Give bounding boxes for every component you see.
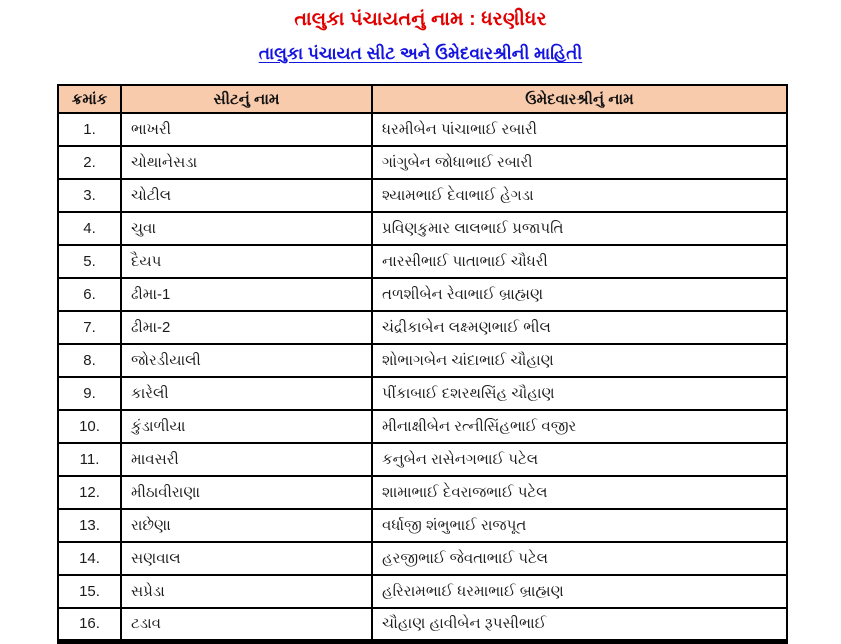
seat-name-cell: જોરડીયાલી <box>121 344 372 377</box>
serial-cell: 11. <box>58 443 121 476</box>
candidate-name-cell: મીનાક્ષીબેન રત્નીસિંહભાઈ વજીર <box>372 410 787 443</box>
table-row <box>58 179 787 212</box>
serial-cell: 3. <box>58 179 121 212</box>
seat-name-cell: ભાખરી <box>121 113 372 146</box>
candidate-name-cell: ચંદ્રીકાબેન લક્ષ્મણભાઈ ભીલ <box>372 311 787 344</box>
serial-cell: 1. <box>58 113 121 146</box>
candidate-name-cell: ચૌહાણ હાવીબેન રૂપસીભાઈ <box>372 608 787 641</box>
candidate-name-cell: પ્રવિણકુમાર લાલભાઈ પ્રજાપતિ <box>372 212 787 245</box>
candidate-name-cell: શામાભાઈ દેવરાજભાઈ પટેલ <box>372 476 787 509</box>
page-title: તાલુકા પંચાયતનું નામ : ધરણીધર <box>294 9 547 30</box>
seat-name-cell: સપ્રેડા <box>121 575 372 608</box>
seat-name-cell: કુંડાળીયા <box>121 410 372 443</box>
table-body <box>58 113 787 641</box>
serial-cell: 4. <box>58 212 121 245</box>
table-row <box>58 377 787 410</box>
serial-cell: 14. <box>58 542 121 575</box>
table-row <box>58 245 787 278</box>
seat-name-cell: ઢીમા-1 <box>121 278 372 311</box>
serial-cell: 12. <box>58 476 121 509</box>
serial-cell: 13. <box>58 509 121 542</box>
table-row <box>58 146 787 179</box>
candidate-name-cell: ધરમીબેન પાંચાભાઈ રબારી <box>372 113 787 146</box>
serial-cell: 7. <box>58 311 121 344</box>
page-subtitle: તાલુકા પંચાયત સીટ અને ઉમેદવારશ્રીની માહિતી <box>258 44 583 63</box>
candidate-name-cell: નારસીભાઈ પાતાભાઈ ચૌધરી <box>372 245 787 278</box>
serial-cell: 10. <box>58 410 121 443</box>
seat-name-cell: ચુવા <box>121 212 372 245</box>
seat-name-cell: રાછેણા <box>121 509 372 542</box>
header-cell-seat-name: સીટનું નામ <box>121 85 372 113</box>
seat-name-cell: ટડાવ <box>121 608 372 641</box>
candidate-name-cell: શ્યામભાઈ દેવાભાઈ હેગડા <box>372 179 787 212</box>
table-row <box>58 113 787 146</box>
seat-name-cell: મીઠાવીરાણા <box>121 476 372 509</box>
table-header-row <box>58 85 787 113</box>
serial-cell: 8. <box>58 344 121 377</box>
table-row <box>58 542 787 575</box>
candidate-name-cell: ગાંગુબેન જોધાભાઈ રબારી <box>372 146 787 179</box>
seat-name-cell: ચોથાનેસડા <box>121 146 372 179</box>
header-cell-serial: ક્રમાંક <box>58 85 121 113</box>
seat-name-cell: ચોટીલ <box>121 179 372 212</box>
table-row <box>58 212 787 245</box>
seat-name-cell: સણવાલ <box>121 542 372 575</box>
serial-cell: 2. <box>58 146 121 179</box>
candidate-name-cell: તળશીબેન રેવાભાઈ બ્રાહ્મણ <box>372 278 787 311</box>
candidate-name-cell: કનુબેન રાસેનગભાઈ પટેલ <box>372 443 787 476</box>
seat-name-cell: ઢીમા-2 <box>121 311 372 344</box>
table-row <box>58 509 787 542</box>
candidate-name-cell: હરિરામભાઈ ધરમાભાઈ બ્રાહ્મણ <box>372 575 787 608</box>
serial-cell: 16. <box>58 608 121 641</box>
table-row <box>58 575 787 608</box>
candidate-name-cell: વર્ધાજી શંભુભાઈ રાજપૂત <box>372 509 787 542</box>
table-row <box>58 476 787 509</box>
header-cell-candidate-name: ઉમેદવારશ્રીનું નામ <box>372 85 787 113</box>
serial-cell: 6. <box>58 278 121 311</box>
table-row <box>58 410 787 443</box>
table-row <box>58 278 787 311</box>
serial-cell: 15. <box>58 575 121 608</box>
candidate-name-cell: શોભાગબેન ચાંદાભાઈ ચૌહાણ <box>372 344 787 377</box>
serial-cell: 9. <box>58 377 121 410</box>
candidate-name-cell: હરજીભાઈ જેવતાભાઈ પટેલ <box>372 542 787 575</box>
candidate-name-cell: પીંકાબાઈ દશરથસિંહ ચૌહાણ <box>372 377 787 410</box>
table-row <box>58 344 787 377</box>
table-row <box>58 608 787 641</box>
seat-name-cell: કારેલી <box>121 377 372 410</box>
candidates-table <box>57 84 788 644</box>
table-row <box>58 443 787 476</box>
table-row <box>58 311 787 344</box>
seat-name-cell: દૈયપ <box>121 245 372 278</box>
serial-cell: 5. <box>58 245 121 278</box>
seat-name-cell: માવસરી <box>121 443 372 476</box>
